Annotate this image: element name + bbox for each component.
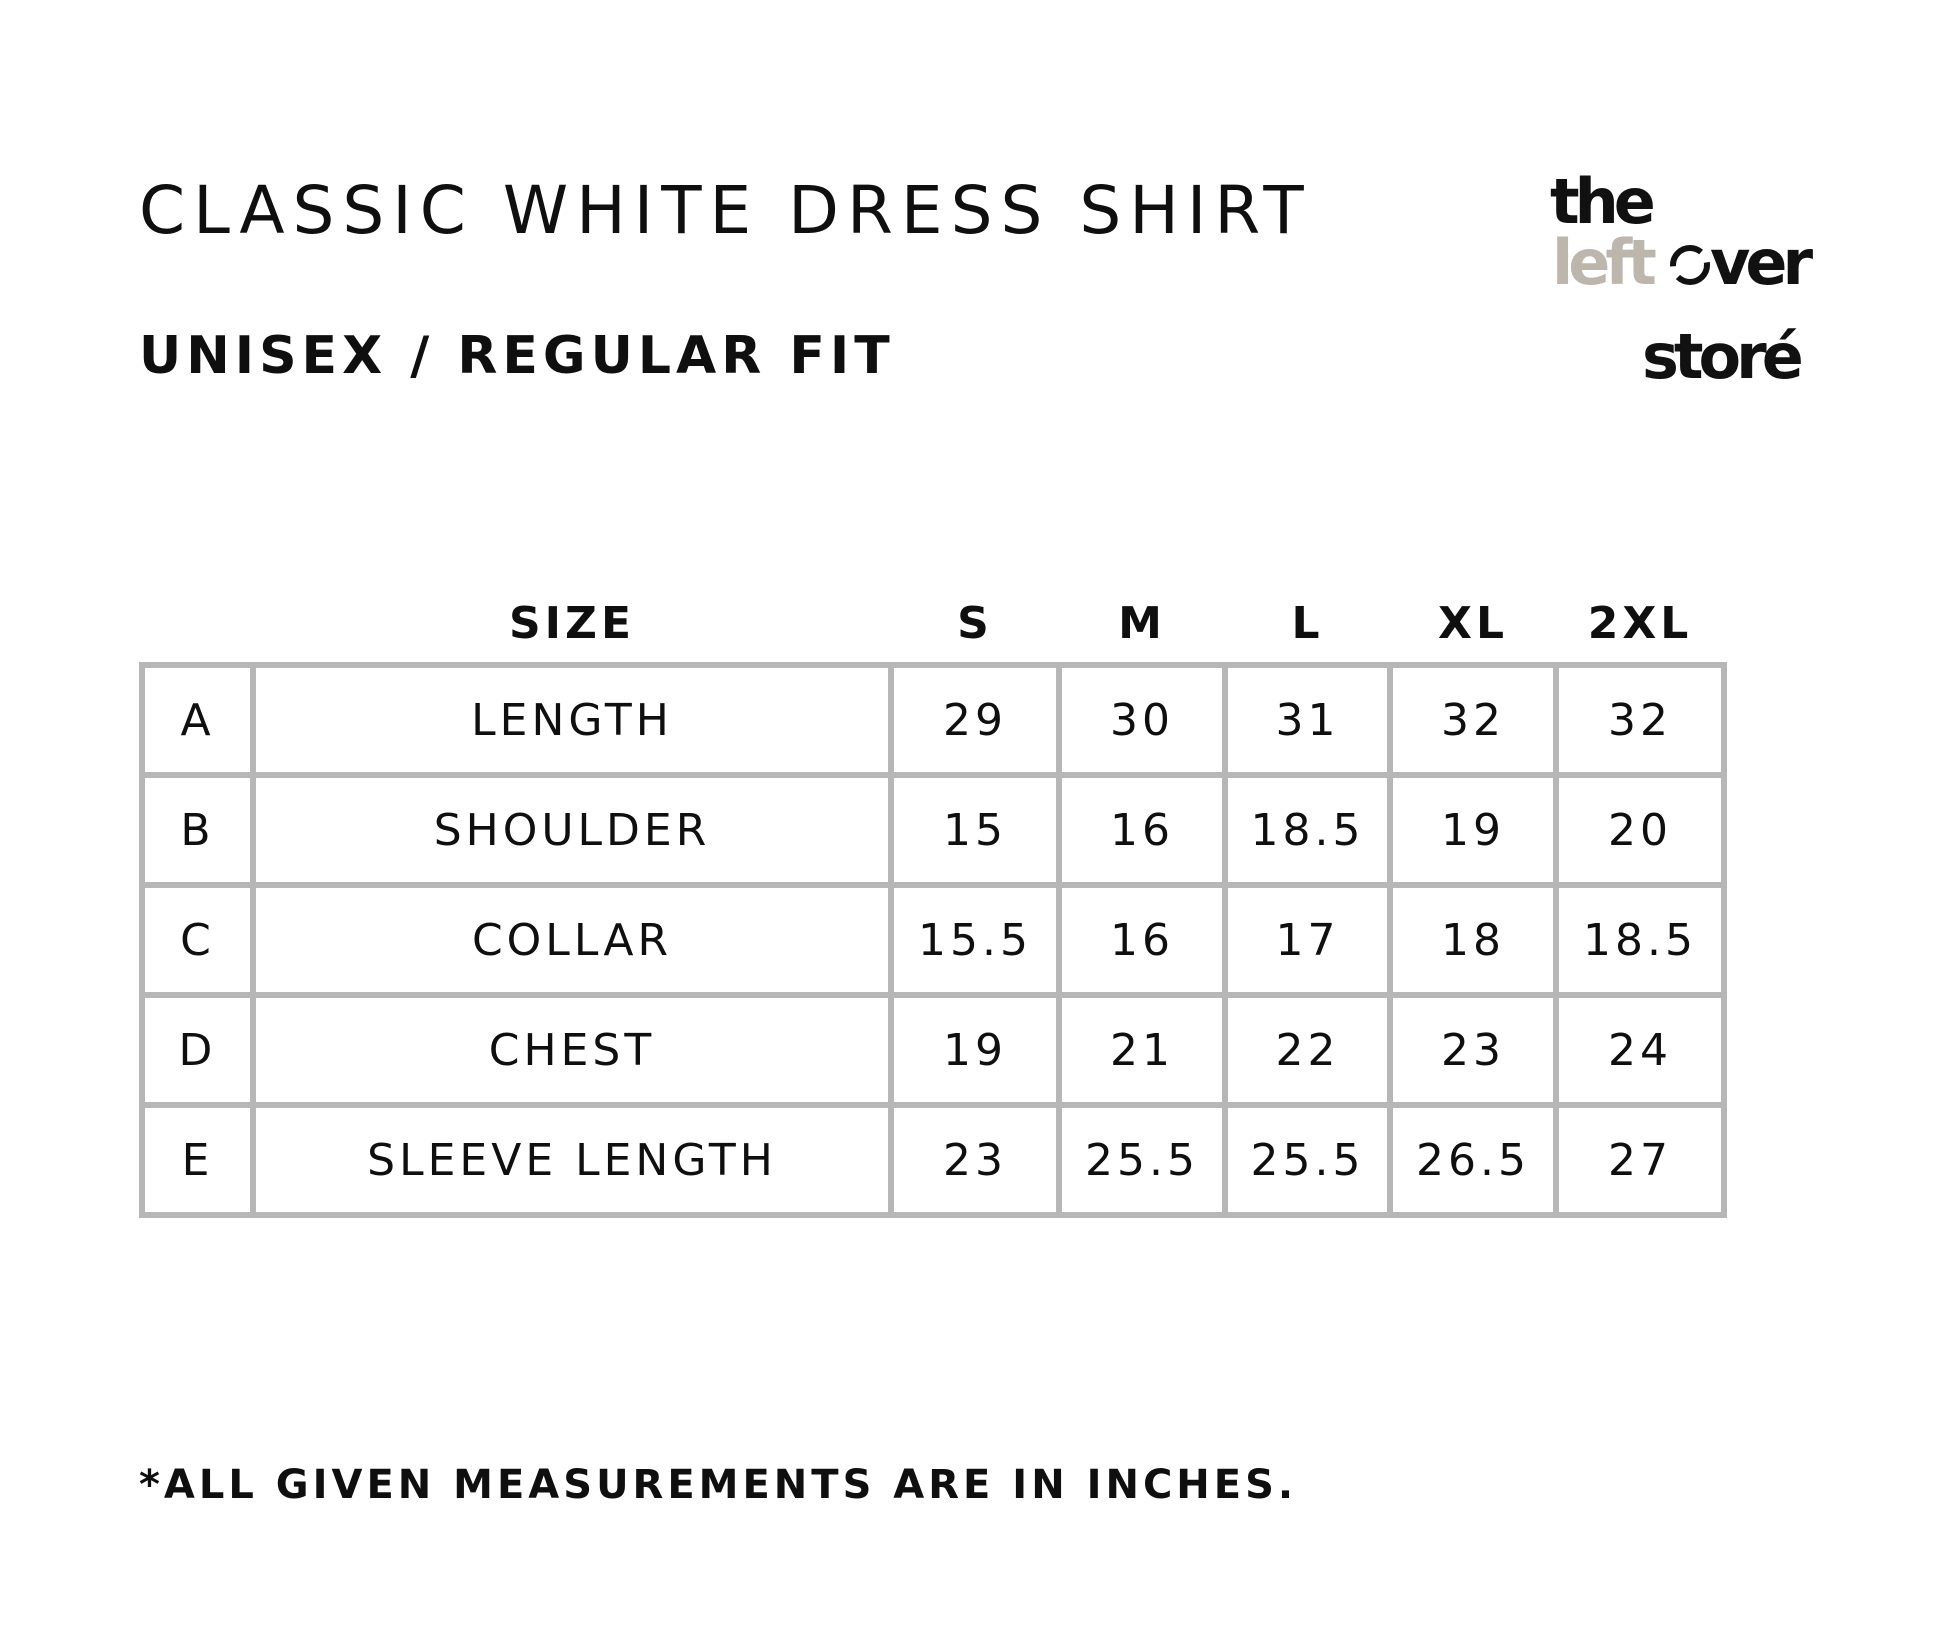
cell-value: 22 bbox=[1225, 995, 1390, 1105]
size-header-row bbox=[142, 584, 1724, 665]
brand-logo bbox=[1530, 160, 1820, 390]
cell-value: 15 bbox=[891, 775, 1059, 885]
cell-value: 16 bbox=[1059, 775, 1225, 885]
cell-value: 16 bbox=[1059, 885, 1225, 995]
cell-value: 26.5 bbox=[1390, 1105, 1556, 1215]
row-code: A bbox=[142, 665, 253, 775]
page-title: CLASSIC WHITE DRESS SHIRT bbox=[139, 172, 1312, 249]
cell-value: 32 bbox=[1390, 665, 1556, 775]
row-code: D bbox=[142, 995, 253, 1105]
recycle-o-icon bbox=[1673, 248, 1707, 282]
logo-line-the: the bbox=[1550, 165, 1651, 238]
row-measurement: SHOULDER bbox=[253, 775, 891, 885]
cell-value: 19 bbox=[891, 995, 1059, 1105]
row-measurement: COLLAR bbox=[253, 885, 891, 995]
header-blank bbox=[142, 584, 253, 665]
cell-value: 18 bbox=[1390, 885, 1556, 995]
cell-value: 31 bbox=[1225, 665, 1390, 775]
cell-value: 23 bbox=[891, 1105, 1059, 1215]
header-size-l: L bbox=[1291, 597, 1324, 649]
row-measurement: LENGTH bbox=[253, 665, 891, 775]
header-size-xl: XL bbox=[1438, 597, 1508, 649]
cell-value: 18.5 bbox=[1225, 775, 1390, 885]
cell-value: 30 bbox=[1059, 665, 1225, 775]
cell-value: 21 bbox=[1059, 995, 1225, 1105]
logo-line-ver: ver bbox=[1710, 226, 1809, 299]
cell-value: 17 bbox=[1225, 885, 1390, 995]
row-measurement: SLEEVE LENGTH bbox=[253, 1105, 891, 1215]
logo-line-left: left bbox=[1552, 226, 1652, 299]
table-row bbox=[142, 885, 1724, 995]
cell-value: 19 bbox=[1390, 775, 1556, 885]
measurement-footnote: *ALL GIVEN MEASUREMENTS ARE IN INCHES. bbox=[139, 1462, 1298, 1508]
size-chart-table bbox=[139, 584, 1727, 1218]
header-size-label: SIZE bbox=[508, 597, 636, 649]
header-size-s: S bbox=[957, 597, 993, 649]
cell-value: 20 bbox=[1556, 775, 1724, 885]
table-row bbox=[142, 775, 1724, 885]
cell-value: 23 bbox=[1390, 995, 1556, 1105]
table-row bbox=[142, 665, 1724, 775]
table-row bbox=[142, 1105, 1724, 1215]
row-code: E bbox=[142, 1105, 253, 1215]
header-size-2xl: 2XL bbox=[1587, 597, 1693, 649]
cell-value: 25.5 bbox=[1225, 1105, 1390, 1215]
logo-line-store: storé bbox=[1642, 320, 1799, 390]
page-subtitle: UNISEX / REGULAR FIT bbox=[139, 326, 895, 386]
header-size-m: M bbox=[1118, 597, 1166, 649]
cell-value: 15.5 bbox=[891, 885, 1059, 995]
cell-value: 27 bbox=[1556, 1105, 1724, 1215]
cell-value: 25.5 bbox=[1059, 1105, 1225, 1215]
row-measurement: CHEST bbox=[253, 995, 891, 1105]
table-row bbox=[142, 995, 1724, 1105]
cell-value: 29 bbox=[891, 665, 1059, 775]
cell-value: 24 bbox=[1556, 995, 1724, 1105]
row-code: B bbox=[142, 775, 253, 885]
row-code: C bbox=[142, 885, 253, 995]
cell-value: 32 bbox=[1556, 665, 1724, 775]
cell-value: 18.5 bbox=[1556, 885, 1724, 995]
